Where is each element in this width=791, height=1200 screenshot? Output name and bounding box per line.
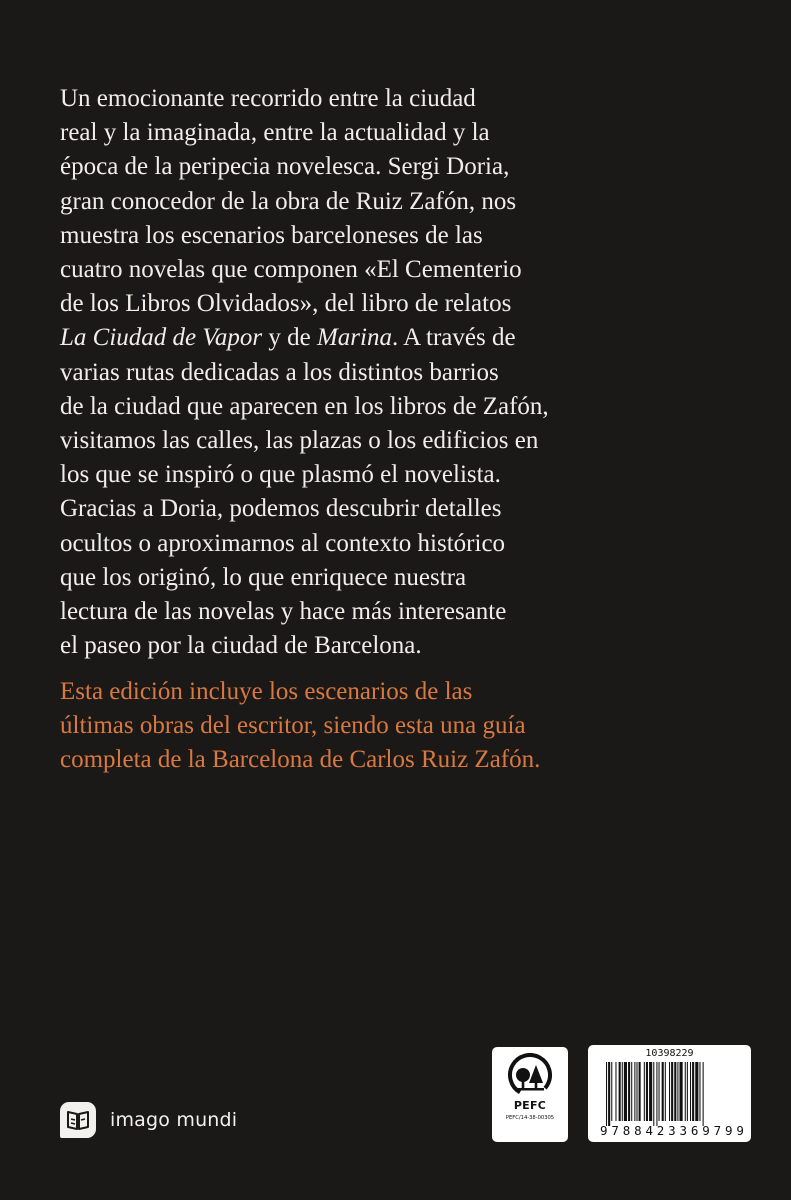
barcode-top-code: 10398229 [645, 1048, 694, 1059]
synopsis-line: cuatro novelas que componen «El Cementerio [60, 256, 522, 284]
barcode-bar [665, 1062, 666, 1121]
synopsis-line: real y la imaginada, entre la actualidad y la [60, 119, 490, 147]
barcode-bar [606, 1062, 607, 1126]
barcode-digit: 8 [622, 1123, 631, 1138]
edition-note [60, 675, 620, 778]
barcode-bar [653, 1062, 654, 1126]
barcode-bar [615, 1062, 616, 1121]
pefc-certification [492, 1047, 568, 1142]
barcode-bar [631, 1062, 632, 1121]
publisher-block [60, 1102, 237, 1138]
synopsis-line: de la ciudad que aparecen en los libros de Zafón, [60, 392, 549, 420]
synopsis-line: el paseo por la ciudad de Barcelona. [60, 632, 422, 660]
barcode-bar [674, 1062, 676, 1121]
barcode-digit: 9 [724, 1123, 733, 1138]
barcode-bar [699, 1062, 700, 1121]
barcode-bar [649, 1062, 652, 1121]
barcode-bar [695, 1062, 698, 1121]
barcode-digit: 6 [690, 1123, 699, 1138]
barcode-bar [656, 1062, 657, 1126]
synopsis-text [60, 82, 620, 663]
pefc-mark: PEFC [513, 1099, 547, 1112]
book-logo-icon [60, 1102, 96, 1138]
barcode-bar [611, 1062, 612, 1121]
synopsis-line: los que se inspiró o que plasmó el novelista. [60, 461, 501, 489]
barcode-digit: 3 [679, 1123, 688, 1138]
barcode-digit: 9 [736, 1123, 744, 1138]
barcode-digit: 9 [600, 1123, 608, 1138]
barcode-bar [622, 1062, 623, 1121]
barcode-bar [628, 1062, 630, 1121]
barcode-bar [646, 1062, 648, 1121]
synopsis-line: que los originó, lo que enriquece nuestra [60, 563, 467, 591]
synopsis-line: Gracias a Doria, podemos descubrir detalles [60, 495, 502, 523]
synopsis-line: muestra los escenarios barceloneses de las [60, 221, 483, 249]
barcode-bar [659, 1062, 660, 1121]
barcode-digit: 2 [656, 1123, 665, 1138]
synopsis-line: de los Libros Olvidados», del libro de relatos [60, 290, 512, 318]
edition-note-line: completa de la Barcelona de Carlos Ruiz Zafón. [60, 746, 541, 774]
synopsis-fragment: . A través de [391, 324, 516, 352]
barcode-digit: 4 [645, 1123, 653, 1138]
edition-note-line: Esta edición incluye los escenarios de las [60, 678, 473, 705]
barcode-digit: 7 [611, 1123, 619, 1138]
book-title-marina: Marina [316, 324, 392, 352]
barcode-bar [619, 1062, 621, 1121]
pefc-code: PEFC/14-38-00305 [505, 1115, 555, 1121]
synopsis-line: varias rutas dedicadas a los distintos barrios [60, 358, 499, 386]
barcode-bar [677, 1062, 678, 1121]
barcode-bar [680, 1062, 683, 1121]
publisher-name: imago mundi [110, 1109, 238, 1131]
barcode-bar [687, 1062, 688, 1121]
barcode-bar [685, 1062, 686, 1121]
barcode-digit: 3 [668, 1123, 676, 1138]
barcode-digit: 8 [634, 1123, 642, 1138]
barcode-bar [662, 1062, 664, 1121]
synopsis-line: Un emocionante recorrido entre la ciudad [60, 85, 476, 112]
barcode-digit: 9 [702, 1123, 710, 1138]
barcode-bar [639, 1062, 641, 1121]
synopsis-line: visitamos las calles, las plazas o los edificios en [60, 427, 539, 455]
barcode-bar [624, 1062, 627, 1121]
edition-note-line: últimas obras del escritor, siendo esta una guía [60, 712, 526, 740]
barcode-bar [636, 1062, 637, 1121]
isbn-barcode [588, 1045, 751, 1142]
pefc-trees-icon [507, 1053, 553, 1097]
barcode-bar [634, 1062, 635, 1121]
barcode-bar [669, 1062, 670, 1121]
synopsis-fragment: y de [262, 324, 317, 352]
synopsis-line: ocultos o aproximarnos al contexto histórico [60, 529, 506, 557]
barcode-bar [692, 1062, 694, 1121]
barcode-bar [608, 1062, 610, 1126]
barcode-digit: 7 [713, 1123, 722, 1138]
synopsis-line: lectura de las novelas y hace más interesante [60, 598, 507, 626]
barcode-digits [600, 1123, 744, 1138]
book-title-vapor: La Ciudad de Vapor [60, 324, 263, 352]
synopsis-line-titles [60, 321, 620, 355]
barcode-bar [703, 1062, 704, 1126]
barcode-bar [671, 1062, 673, 1121]
barcode-bar [690, 1062, 691, 1121]
barcode-bar [644, 1062, 645, 1121]
synopsis-line: época de la peripecia novelesca. Sergi Doria, [60, 153, 510, 181]
synopsis-line: gran conocedor de la obra de Ruiz Zafón, nos [60, 187, 517, 215]
